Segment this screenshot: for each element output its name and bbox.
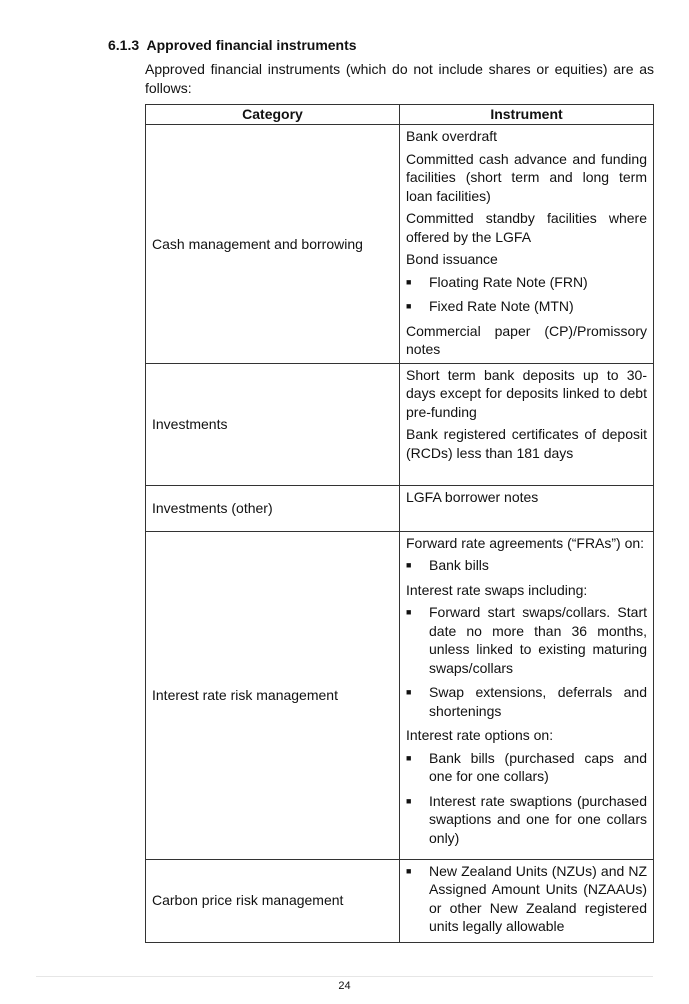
bullet-item bbox=[406, 556, 647, 575]
category-cell: Interest rate risk management bbox=[146, 531, 400, 859]
bullet-item bbox=[406, 297, 647, 316]
instrument-text: Bond issuance bbox=[406, 251, 498, 267]
instrument-cell bbox=[400, 485, 654, 531]
intro-paragraph: Approved financial instruments (which do not include shares or equities) are as follows: bbox=[145, 61, 654, 96]
bullet-square-icon: ■ bbox=[406, 687, 412, 697]
instrument-cell bbox=[400, 859, 654, 942]
bullet-item bbox=[406, 683, 647, 720]
table-row bbox=[146, 531, 654, 859]
bullet-item bbox=[406, 273, 647, 292]
column-header-instrument: Instrument bbox=[400, 105, 654, 125]
bullet-text: Swap extensions, deferrals and shortenings bbox=[429, 684, 647, 719]
bullet-item bbox=[406, 862, 647, 936]
column-header-category: Category bbox=[146, 105, 400, 125]
bullet-square-icon: ■ bbox=[406, 752, 412, 763]
table-row bbox=[146, 125, 654, 364]
bullet-square-icon: ■ bbox=[406, 607, 412, 617]
bullet-square-icon: ■ bbox=[406, 276, 412, 287]
section-title: Approved financial instruments bbox=[146, 37, 357, 53]
bullet-item bbox=[406, 603, 647, 677]
bullet-text: Fixed Rate Note (MTN) bbox=[429, 298, 574, 314]
bullet-square-icon: ■ bbox=[406, 865, 412, 876]
category-cell: Cash management and borrowing bbox=[146, 125, 400, 364]
bullet-square-icon: ■ bbox=[406, 301, 412, 311]
instrument-text: LGFA borrower notes bbox=[406, 488, 539, 505]
instrument-text: Forward rate agreements (“FRAs”) on: bbox=[406, 534, 645, 551]
bullet-text: Bank bills (purchased caps and one for one collars) bbox=[429, 749, 647, 784]
table-header-row bbox=[146, 105, 654, 125]
instrument-text: Short term bank deposits up to 30-days except for deposits linked to debt pre-funding bbox=[406, 366, 647, 420]
bullet-item bbox=[406, 749, 647, 786]
bullet-text: Bank bills bbox=[429, 557, 489, 573]
instrument-text: Committed standby facilities where offered by the LGFA bbox=[406, 210, 647, 245]
bullet-square-icon: ■ bbox=[406, 560, 412, 570]
instrument-text: Interest rate swaps including: bbox=[406, 581, 588, 598]
bullet-text: Forward start swaps/collars. Start date no more than 36 months, unless linked to existing maturing swaps/collars bbox=[429, 604, 647, 676]
category-cell: Carbon price risk management bbox=[146, 859, 400, 942]
instrument-text: Bank registered certificates of deposit (RCDs) less than 181 days bbox=[406, 426, 647, 461]
instrument-cell bbox=[400, 363, 654, 485]
bullet-square-icon: ■ bbox=[406, 795, 412, 806]
bullet-text: New Zealand Units (NZUs) and NZ Assigned Amount Units (NZAAUs) or other New Zealand registered units legally allowable bbox=[429, 862, 647, 934]
instrument-text: Interest rate options on: bbox=[406, 727, 554, 743]
instrument-text: Committed cash advance and funding facilities (short term and long term loan facilities) bbox=[406, 150, 647, 204]
bullet-text: Floating Rate Note (FRN) bbox=[429, 273, 588, 290]
instrument-cell bbox=[400, 531, 654, 859]
table-row bbox=[146, 859, 654, 942]
footer-divider bbox=[36, 976, 653, 977]
instrument-text: Bank overdraft bbox=[406, 128, 498, 144]
category-cell: Investments (other) bbox=[146, 485, 400, 531]
section-number: 6.1.3 bbox=[108, 37, 140, 53]
instruments-table bbox=[145, 104, 654, 943]
table-row bbox=[146, 363, 654, 485]
category-cell: Investments bbox=[146, 363, 400, 485]
bullet-item bbox=[406, 792, 647, 848]
instrument-text: Commercial paper (CP)/Promissory notes bbox=[406, 322, 647, 357]
instrument-cell bbox=[400, 125, 654, 364]
page-number: 24 bbox=[338, 980, 351, 992]
table-body bbox=[146, 125, 654, 943]
section-heading bbox=[108, 37, 357, 53]
bullet-text: Interest rate swaptions (purchased swaptions and one for one collars only) bbox=[429, 792, 647, 846]
table-row bbox=[146, 485, 654, 531]
